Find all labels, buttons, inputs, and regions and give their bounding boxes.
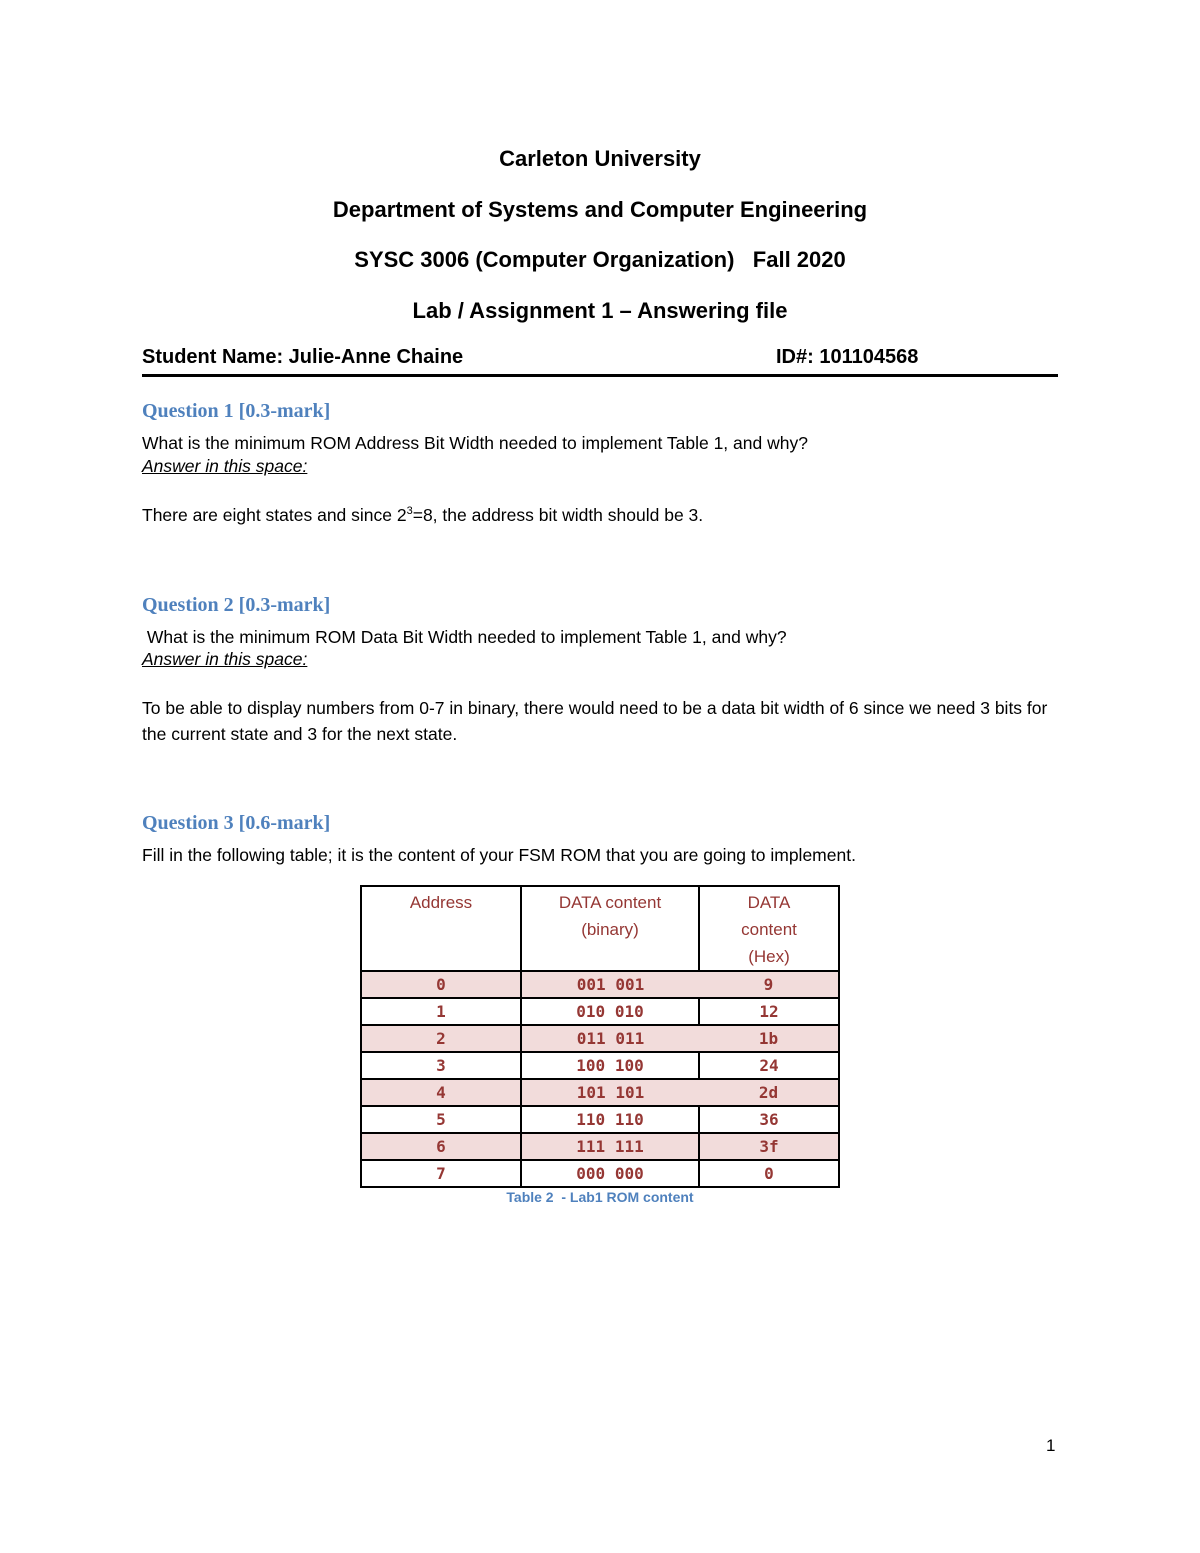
table-row [361,998,839,1025]
header-data-hex [699,886,839,971]
student-info-line [142,344,1058,377]
cell-binary: 001 001 [521,971,699,998]
question-1-answer-part1: There are eight states and since 2 [142,505,407,525]
cell-address: 7 [361,1160,521,1187]
cell-hex: 9 [699,971,839,998]
question-1-answer-label: Answer in this space: [142,456,308,476]
cell-hex: 2d [699,1079,839,1106]
cell-hex: 12 [699,998,839,1025]
table-row [361,1025,839,1052]
question-2-text: What is the minimum ROM Data Bit Width needed to implement Table 1, and why? [142,627,787,647]
cell-hex: 3f [699,1133,839,1160]
table-row [361,1160,839,1187]
cell-address: 0 [361,971,521,998]
rom-content-table [360,885,840,1188]
question-1-answer-part2: =8, the address bit width should be 3. [412,505,704,525]
header-data-binary-text: DATA content (binary) [558,893,662,939]
question-3-heading: Question 3 [0.6-mark] [142,812,331,834]
question-1-text: What is the minimum ROM Address Bit Width needed to implement Table 1, and why? [142,433,808,453]
cell-binary: 000 000 [521,1160,699,1187]
page-number: 1 [1046,1436,1056,1455]
university-name: Carleton University [499,146,701,171]
cell-address: 3 [361,1052,521,1079]
student-id: ID#: 101104568 [776,346,919,368]
table-caption: Table 2 - Lab1 ROM content [506,1189,694,1205]
cell-address: 1 [361,998,521,1025]
cell-address: 5 [361,1106,521,1133]
question-1-answer-exponent: 3 [406,505,413,518]
student-name: Student Name: Julie-Anne Chaine [142,346,464,368]
question-2-heading: Question 2 [0.3-mark] [142,594,331,616]
cell-binary: 100 100 [521,1052,699,1079]
table-header-row [361,886,839,971]
table-row [361,1052,839,1079]
header-data-hex-text: DATA content (Hex) [741,893,797,966]
question-3-text: Fill in the following table; it is the content of your FSM ROM that you are going to implement. [142,845,856,865]
cell-hex: 0 [764,1164,774,1183]
cell-binary: 011 011 [521,1025,699,1052]
cell-address: 2 [361,1025,521,1052]
department-name: Department of Systems and Computer Engineering [332,197,868,222]
table-row [361,1133,839,1160]
cell-address: 4 [361,1079,521,1106]
table-row [361,1106,839,1133]
question-2-answer: To be able to display numbers from 0-7 in binary, there would need to be a data bit width of 6 since we need 3 bits for the current state and 3 for the next state. [142,698,1048,744]
question-1-heading: Question 1 [0.3-mark] [142,400,331,422]
course-title: SYSC 3006 (Computer Organization) Fall 2020 [354,247,846,272]
cell-address: 6 [361,1133,521,1160]
cell-binary: 101 101 [521,1079,699,1106]
question-1-answer [142,502,1062,528]
cell-binary: 010 010 [521,998,699,1025]
header-data-binary [521,886,699,971]
table-row [361,971,839,998]
document-title: Lab / Assignment 1 – Answering file [412,298,788,323]
cell-hex: 24 [699,1052,839,1079]
cell-binary: 111 111 [521,1133,699,1160]
question-2-answer-label: Answer in this space: [142,649,308,669]
cell-hex: 36 [699,1106,839,1133]
cell-hex: 1b [699,1025,839,1052]
table-row [361,1079,839,1106]
header-address: Address [361,886,521,971]
cell-binary: 110 110 [521,1106,699,1133]
